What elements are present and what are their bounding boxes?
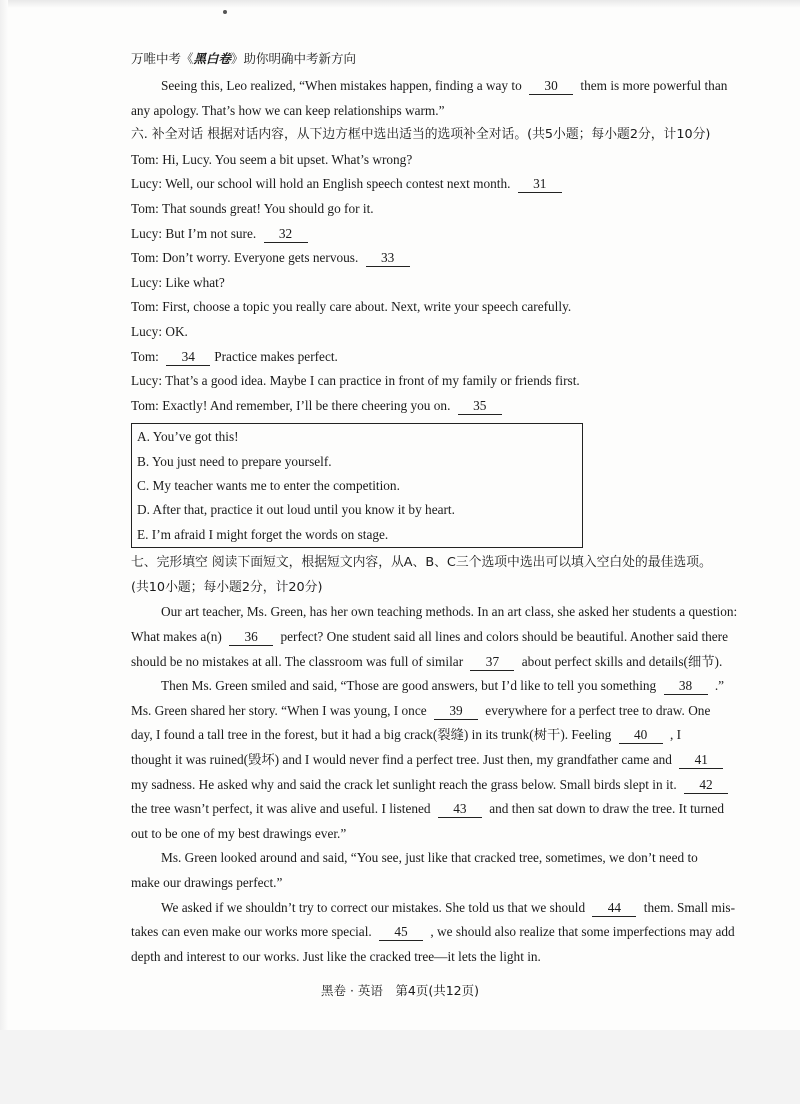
passage-text: perfect? One student said all lines and colors should be beautiful. Another said there [280, 629, 729, 645]
scan-top-edge [0, 0, 800, 8]
passage-line [131, 896, 800, 921]
options-box [131, 423, 583, 548]
passage-line [131, 846, 800, 871]
passage-line [131, 625, 800, 650]
option-item: E. I’m afraid I might forget the words on stage. [137, 526, 389, 542]
dialogue-line [131, 246, 800, 271]
dialogue-text: Tom: First, choose a topic you really care about. Next, write your speech carefully. [131, 299, 572, 315]
scan-dot-mark [223, 10, 227, 14]
text: them is more powerful than [580, 78, 728, 93]
passage-text: make our drawings perfect.” [131, 874, 283, 890]
passage-line [131, 773, 800, 798]
section-6-title: 六. 补全对话 根据对话内容，从下边方框中选出适当的选项补全对话。(共5小题；每小题2分，计10分) [131, 127, 711, 143]
prev-passage-line [131, 74, 800, 99]
scan-bottom-band [0, 1030, 800, 1104]
passage-line [131, 871, 800, 896]
dialogue-text: Tom: Hi, Lucy. You seem a bit upset. What’s wrong? [131, 151, 413, 167]
passage-line [131, 699, 800, 724]
dialogue-line [131, 369, 800, 394]
dialogue-text: Tom: [131, 348, 159, 364]
answer-blank[interactable]: 35 [458, 398, 502, 415]
passage-text: them. Small mis- [643, 899, 735, 915]
dialogue-line [131, 222, 800, 247]
passage-text: We asked if we shouldn’t try to correct our mistakes. She told us that we should [161, 899, 586, 915]
passage-text: What makes a(n) [131, 629, 222, 645]
passage-text: , we should also realize that some imperfections may add [430, 924, 735, 940]
dialogue-text: Tom: That sounds great! You should go for it. [131, 200, 374, 216]
passage-text: out to be one of my best drawings ever.” [131, 825, 347, 841]
answer-blank[interactable]: 41 [679, 752, 723, 769]
passage-text: and then sat down to draw the tree. It turned [489, 801, 725, 817]
dialogue-text: Tom: Exactly! And remember, I’ll be there cheering you on. [131, 397, 451, 413]
scan-left-edge [0, 0, 8, 1104]
passage-text: Ms. Green shared her story. “When I was young, I once [131, 702, 427, 718]
passage-text: Ms. Green looked around and said, “You see, just like that cracked tree, sometimes, we don’t need to [161, 850, 698, 866]
dialogue-line [131, 320, 800, 345]
passage-text: thought it was ruined(毁坏) and I would never find a perfect tree. Just then, my grandfather came and [131, 752, 672, 768]
dialogue-text: Lucy: Well, our school will hold an English speech contest next month. [131, 176, 511, 192]
dialogue-line [131, 148, 800, 173]
dialogue-text: Lucy: That’s a good idea. Maybe I can practice in front of my family or friends first. [131, 373, 580, 389]
page-content [131, 47, 800, 969]
section-7-scoring: (共10小题；每小题2分，计20分) [131, 579, 323, 595]
dialogue-text: Lucy: OK. [131, 323, 188, 339]
option-item: D. After that, practice it out loud until you know it by heart. [137, 502, 455, 518]
answer-blank[interactable]: 37 [470, 654, 514, 671]
dialogue-line [131, 295, 800, 320]
passage-line [131, 674, 800, 699]
dialogue-text: Lucy: Like what? [131, 274, 225, 290]
dialogue [131, 148, 800, 419]
dialogue-text: Tom: Don’t worry. Everyone gets nervous. [131, 250, 359, 266]
answer-blank[interactable]: 36 [229, 629, 273, 646]
page-header [131, 47, 800, 71]
passage-text: Our art teacher, Ms. Green, has her own teaching methods. In an art class, she asked her students a question: [161, 604, 738, 620]
passage-line [131, 797, 800, 822]
passage-line [131, 650, 800, 675]
option-item: A. You’ve got this! [137, 429, 239, 445]
dialogue-text: Lucy: But I’m not sure. [131, 225, 257, 241]
header-brand: 黑白卷 [193, 51, 232, 66]
dialogue-line [131, 345, 800, 370]
text: Seeing this, Leo realized, “When mistakes happen, finding a way to [161, 78, 522, 93]
blank-30[interactable]: 30 [529, 78, 573, 95]
header-prefix: 万唯中考《 [131, 51, 194, 66]
dialogue-text-after: Practice makes perfect. [214, 348, 338, 364]
passage-line [131, 748, 800, 773]
passage-text: day, I found a tall tree in the forest, but it had a big crack(裂缝) in its trunk(树干). Feeling [131, 727, 612, 743]
passage-line [131, 945, 800, 970]
section-7-title: 七、完形填空 阅读下面短文，根据短文内容，从A、B、C三个选项中选出可以填入空白处的最佳选项。 [131, 555, 712, 571]
passage-line [131, 600, 800, 625]
passage-text: everywhere for a perfect tree to draw. One [485, 702, 711, 718]
answer-blank[interactable]: 45 [379, 924, 423, 941]
answer-blank[interactable]: 43 [438, 801, 482, 818]
passage-text: takes can even make our works more special. [131, 924, 372, 940]
passage-text: .” [714, 678, 725, 694]
answer-blank[interactable]: 32 [264, 226, 308, 243]
answer-blank[interactable]: 42 [684, 777, 728, 794]
passage-text: Then Ms. Green smiled and said, “Those are good answers, but I’d like to tell you something [161, 678, 657, 694]
passage-text: should be no mistakes at all. The classroom was full of similar [131, 653, 464, 669]
option-item: C. My teacher wants me to enter the competition. [137, 478, 400, 494]
answer-blank[interactable]: 33 [366, 250, 410, 267]
answer-blank[interactable]: 34 [166, 349, 210, 366]
option-item: B. You just need to prepare yourself. [137, 453, 332, 469]
passage-text: the tree wasn’t perfect, it was alive and useful. I listened [131, 801, 431, 817]
page-footer: 黑卷 · 英语 第4页(共12页) [320, 983, 480, 998]
options-list [137, 425, 582, 547]
cloze-passage [131, 600, 800, 969]
passage-line [131, 920, 800, 945]
passage-line [131, 822, 800, 847]
passage-text: depth and interest to our works. Just like the cracked tree—it lets the light in. [131, 948, 541, 964]
prev-passage-line: any apology. That’s how we can keep relationships warm.” [131, 102, 445, 118]
passage-text: my sadness. He asked why and said the crack let sunlight reach the grass below. Small birds slept in it. [131, 776, 677, 792]
dialogue-line [131, 394, 800, 419]
passage-text: , I [669, 727, 682, 743]
dialogue-line [131, 271, 800, 296]
answer-blank[interactable]: 31 [518, 176, 562, 193]
dialogue-line [131, 172, 800, 197]
header-suffix: 》助你明确中考新方向 [231, 51, 357, 66]
passage-text: about perfect skills and details(细节). [521, 653, 723, 669]
answer-blank[interactable]: 44 [592, 900, 636, 917]
answer-blank[interactable]: 39 [434, 703, 478, 720]
answer-blank[interactable]: 38 [664, 678, 708, 695]
answer-blank[interactable]: 40 [619, 727, 663, 744]
dialogue-line [131, 197, 800, 222]
passage-line [131, 723, 800, 748]
